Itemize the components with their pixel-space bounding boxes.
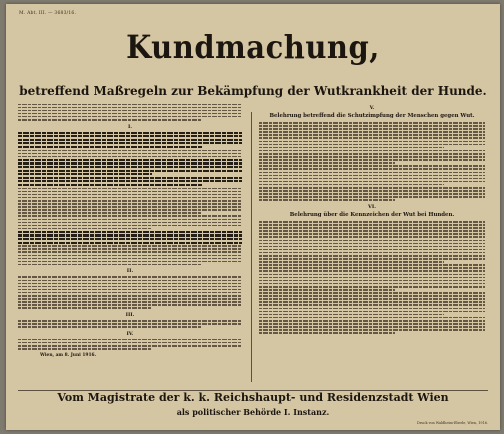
printer-imprint: Druck von Waldheim-Eberle, Wien, 1916. — [417, 421, 488, 425]
section-III-body — [18, 320, 242, 328]
section-II-number: II. — [126, 268, 134, 275]
section-VI-number: VI. — [368, 203, 376, 210]
page-title: Kundmachung, — [126, 28, 380, 66]
section-III-number: III. — [125, 311, 135, 318]
intro-paragraph — [18, 104, 242, 121]
right-column — [259, 102, 485, 387]
page-subtitle: betreffend Maßregeln zur Bekämpfung der Wutkrankheit der Hunde. — [19, 84, 487, 98]
section-I-body — [18, 132, 242, 266]
section-V-heading: Belehrung betreffend die Schutzimpfung der Menschen gegen Wut. — [269, 113, 475, 119]
issuing-authority: Vom Magistrate der k. k. Reichshaupt- und Residenzstadt Wien — [57, 391, 449, 404]
issuing-authority-subtitle: als politischer Behörde I. Instanz. — [176, 407, 330, 417]
place-and-date: Wien, am 8. Juni 1916. — [40, 352, 97, 358]
section-V-body — [259, 122, 485, 201]
section-VI-body — [259, 221, 485, 334]
section-VI-heading: Belehrung über die Kennzeichen der Wut bei Hunden. — [289, 211, 455, 218]
section-II-body — [18, 276, 242, 309]
section-IV-number: IV. — [126, 330, 134, 337]
document-reference: M. Abt. III. — 3683/16. — [19, 11, 77, 16]
left-column — [18, 102, 242, 387]
section-I-number: I. — [127, 123, 133, 130]
section-IV-body — [18, 339, 242, 350]
section-V-number: V. — [369, 105, 375, 111]
column-divider — [251, 112, 252, 382]
notice-sheet — [6, 4, 500, 430]
